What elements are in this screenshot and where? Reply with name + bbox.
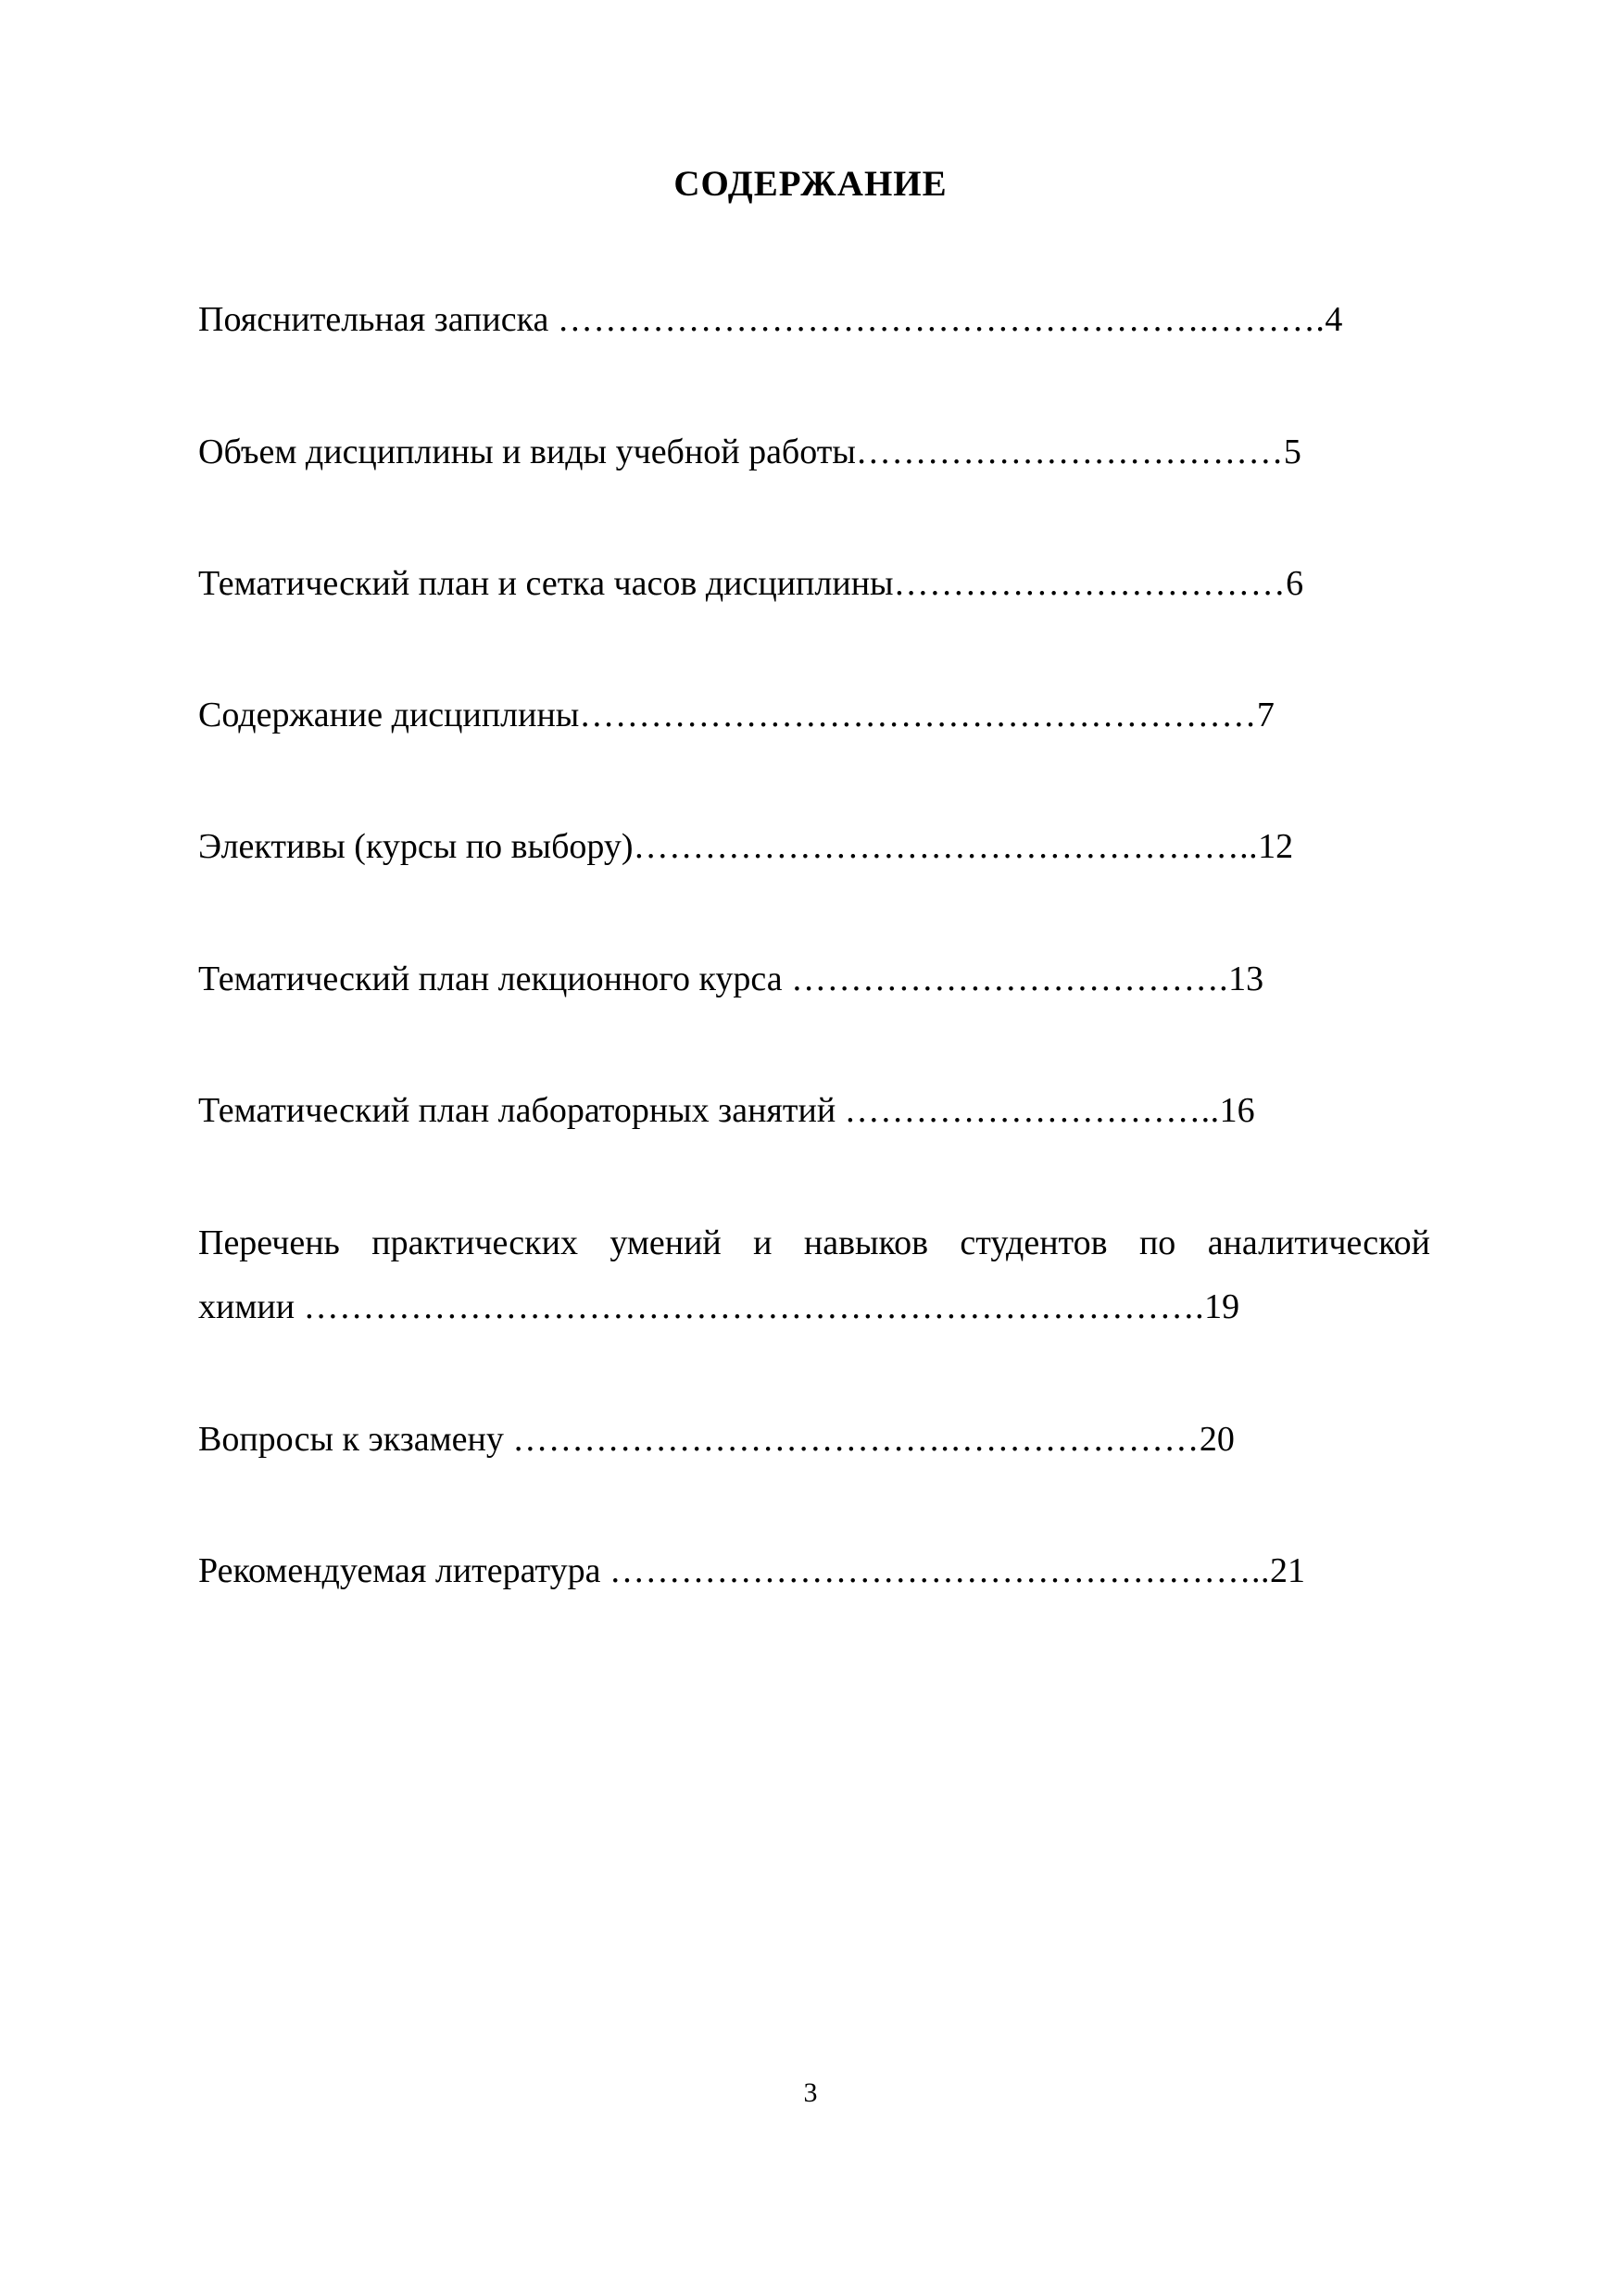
toc-leader-dot-end: . bbox=[1261, 1551, 1271, 1590]
toc-entry-skills[interactable] bbox=[198, 1284, 1239, 1330]
toc-page-number: 21 bbox=[1270, 1551, 1306, 1590]
toc-leader-dots: ……………………………………………….……… bbox=[557, 300, 1316, 339]
page-title: СОДЕРЖАНИЕ bbox=[673, 164, 948, 204]
toc-entry-title: Объем дисциплины и виды учебной работы bbox=[198, 433, 856, 471]
toc-leader-dots: ………………………………………………. bbox=[609, 1551, 1262, 1590]
toc-leader-dots: ……………………………… bbox=[855, 433, 1284, 471]
page-number: 3 bbox=[803, 2077, 818, 2108]
toc-entry-title: Тематический план лабораторных занятий bbox=[198, 1091, 845, 1130]
toc-entry-title: Пояснительная записка bbox=[198, 300, 558, 339]
toc-page-number: 13 bbox=[1228, 960, 1264, 998]
toc-entry-title: Тематический план лекционного курса bbox=[198, 960, 792, 998]
toc-entry-content[interactable] bbox=[198, 692, 1275, 738]
toc-entry-thematic-plan[interactable] bbox=[198, 560, 1303, 607]
toc-entry-title: Элективы (курсы по выбору) bbox=[198, 827, 634, 866]
toc-entry-lecture-plan[interactable] bbox=[198, 956, 1263, 1002]
toc-leader-dots: ………………………… bbox=[844, 1091, 1201, 1130]
toc-page-number: 6 bbox=[1286, 564, 1304, 603]
toc-leader-dot-end: .. bbox=[1200, 1091, 1220, 1130]
toc-page-number: 4 bbox=[1325, 300, 1343, 339]
toc-page-number: 12 bbox=[1258, 827, 1294, 866]
toc-leader-dots: ………………………………………………… bbox=[579, 696, 1257, 734]
toc-page-number: 16 bbox=[1219, 1091, 1255, 1130]
toc-leader-dots: …………………………………………………………………. bbox=[303, 1287, 1205, 1326]
toc-leader-dot-end: .. bbox=[1239, 827, 1259, 866]
toc-entry-literature[interactable] bbox=[198, 1548, 1305, 1594]
toc-entry-title: Содержание дисциплины bbox=[198, 696, 580, 734]
toc-entry-skills-title-line1[interactable]: Перечень практических умений и навыков студентов по аналитической bbox=[198, 1223, 1430, 1262]
toc-entry-title: Вопросы к экзамену bbox=[198, 1420, 513, 1459]
toc-entry-title: химии bbox=[198, 1287, 304, 1326]
toc-entry-title: Рекомендуемая литература bbox=[198, 1551, 610, 1590]
toc-page-number: 19 bbox=[1204, 1287, 1240, 1326]
toc-entry-explanatory-note[interactable] bbox=[198, 296, 1342, 343]
toc-entry-volume[interactable] bbox=[198, 429, 1301, 475]
toc-leader-dots: ……………………………….………………… bbox=[512, 1420, 1200, 1459]
toc-page-number: 7 bbox=[1256, 696, 1275, 734]
toc-leader-dots: …………………………… bbox=[893, 564, 1287, 603]
toc-page-number: 5 bbox=[1283, 433, 1301, 471]
toc-entry-electives[interactable] bbox=[198, 823, 1293, 870]
toc-leader-dot-end: . bbox=[1315, 300, 1326, 339]
toc-entry-exam-questions[interactable] bbox=[198, 1416, 1235, 1462]
toc-entry-title: Тематический план и сетка часов дисциплины bbox=[198, 564, 894, 603]
toc-leader-dots: …………………………………………… bbox=[633, 827, 1240, 866]
toc-leader-dots: ………………………………. bbox=[791, 960, 1229, 998]
toc-entry-lab-plan[interactable] bbox=[198, 1087, 1255, 1134]
toc-page-number: 20 bbox=[1199, 1420, 1235, 1459]
